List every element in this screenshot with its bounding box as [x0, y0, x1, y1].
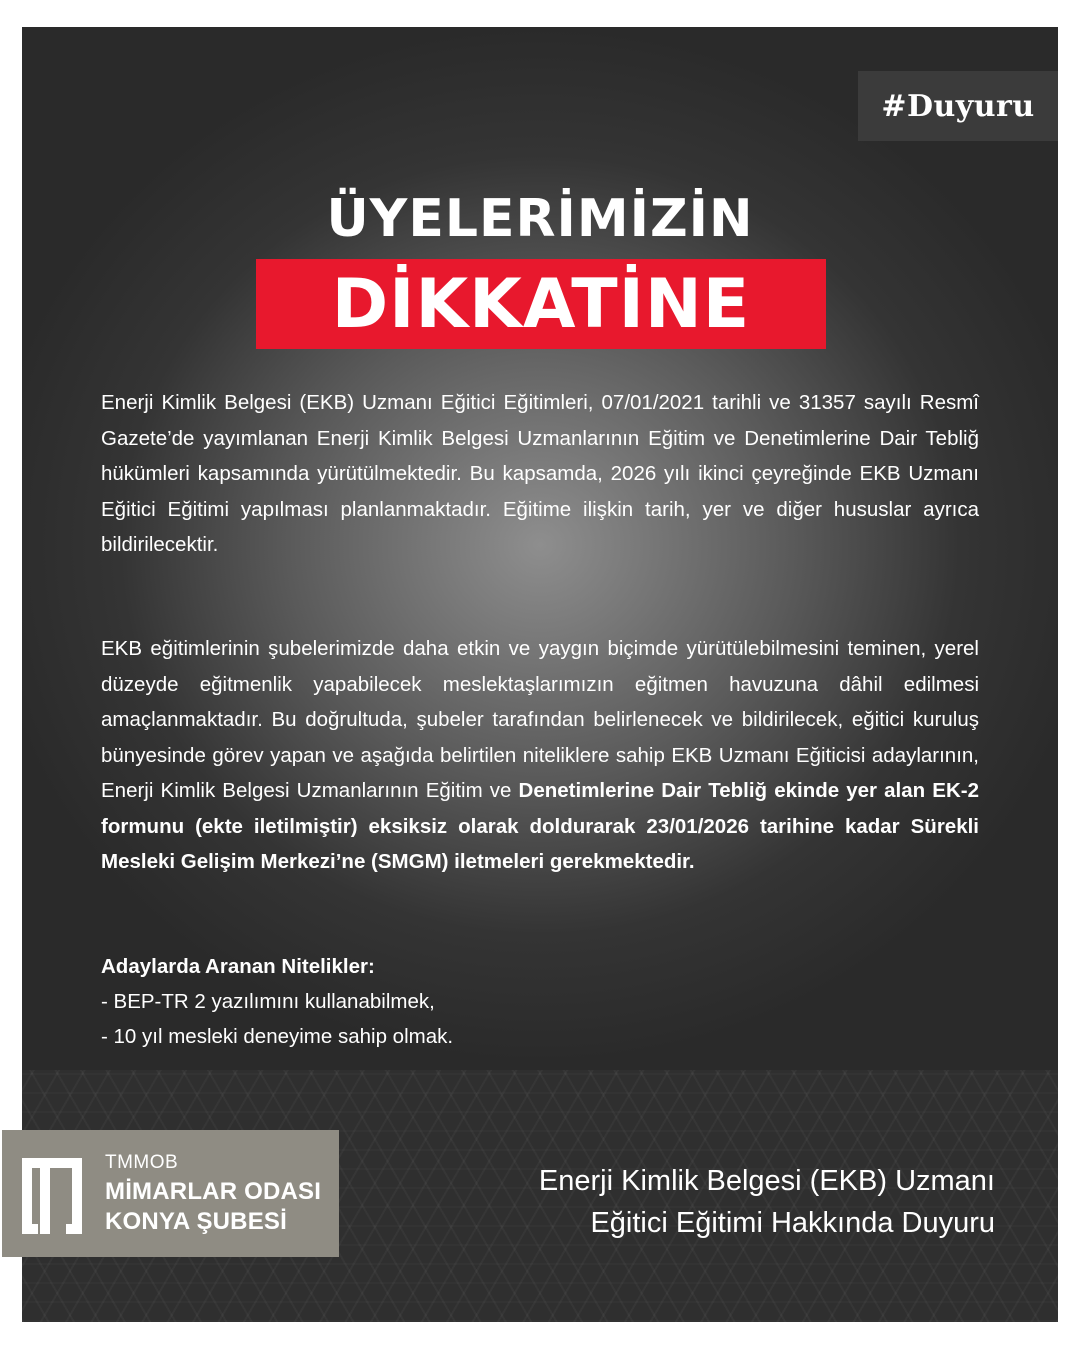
- footer-title: [375, 1160, 995, 1244]
- bracket-frame-icon: [22, 1158, 82, 1234]
- logo-line2: KONYA ŞUBESİ: [105, 1208, 288, 1235]
- headline-highlight-box: [256, 259, 826, 349]
- hashtag-badge: #Duyuru: [858, 71, 1058, 141]
- paragraph-details-normal: EKB eğitimlerinin şubelerimizde daha etkin ve yaygın biçimde yürütülebilmesini teminen, yerel düzeyde eğitmenlik yapabilecek meslektaşlarımızın eğitmen havuzuna dâhil edilmesi amaçlanmaktadır. Bu doğrultuda, şubeler tarafından belirlenecek ve bildirilecek, eğitici kuruluş bünyesinde görev yapan ve aşağıda belirtilen niteliklere sahip EKB Uzmanı Eğiticisi adaylarının, Enerji Kimlik Belgesi Uzmanlarının Eğitim ve: [101, 637, 979, 802]
- headline-line1: ÜYELERİMİZİN: [326, 189, 754, 249]
- paragraph-details-bold: Denetimlerine Dair Tebliğ ekinde yer alan EK-2 formunu (ekte iletilmiştir) eksiksiz olarak doldurarak 23/01/2026 tarihine kadar Sürekli Mesleki Gelişim Merkezi’ne (SMGM) iletmeleri gerekmektedir.: [101, 779, 979, 873]
- footer-title-line2: Eğitici Eğitimi Hakkında Duyuru: [590, 1207, 995, 1239]
- announcement-panel: [22, 27, 1058, 1322]
- requirements-list: [101, 949, 453, 1054]
- headline-line2: DİKKATİNE: [331, 264, 751, 344]
- paragraph-intro: Enerji Kimlik Belgesi (EKB) Uzmanı Eğitici Eğitimleri, 07/01/2021 tarihli ve 31357 sayılı Resmî Gazete’de yayımlanan Enerji Kimlik Belgesi Uzmanlarının Eğitim ve Denetimlerine Dair Tebliğ hükümleri kapsamında yürütülmektedir. Bu kapsamda, 2026 yılı ikinci çeyreğinde EKB Uzmanı Eğitici Eğitimi yapılması planlanmaktadır. Eğitime ilişkin tarih, yer ve diğer hususlar ayrıca bildirilecektir.: [101, 391, 979, 556]
- logo-org-name: TMMOB: [105, 1152, 179, 1173]
- organization-logo: [2, 1130, 339, 1257]
- requirement-item: - 10 yıl mesleki deneyime sahip olmak.: [101, 1025, 454, 1048]
- requirement-item: - BEP-TR 2 yazılımını kullanabilmek,: [101, 990, 435, 1013]
- requirements-title: Adaylarda Aranan Nitelikler:: [101, 955, 375, 978]
- paragraph-details: [101, 631, 979, 880]
- footer-title-line1: Enerji Kimlik Belgesi (EKB) Uzmanı: [538, 1165, 995, 1197]
- logo-line1: MİMARLAR ODASI: [105, 1178, 322, 1205]
